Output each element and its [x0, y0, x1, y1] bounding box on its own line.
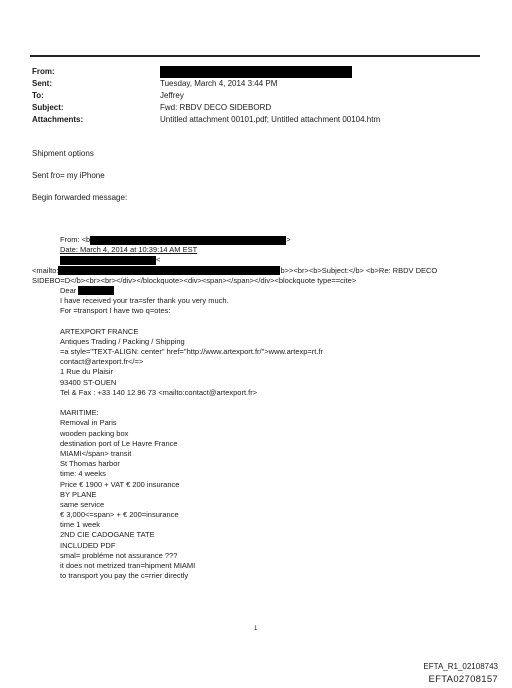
fwd-date-line: Date: March 4, 2014 at 10:39:14 AM EST: [60, 245, 198, 255]
subject-value: Fwd: RBDV DECO SIDEBORD: [160, 103, 272, 112]
header-rule: [30, 55, 480, 57]
fwd-text-line: time: 4 weeks: [60, 469, 106, 479]
subject-label: Subject:: [32, 103, 64, 112]
fwd-text-line: Price € 1900 + VAT € 200 insurance: [60, 479, 180, 489]
footer-reference-1: EFTA_R1_02108743: [423, 662, 498, 671]
attachments-value: Untitled attachment 00101.pdf; Untitled attachment 00104.htm: [160, 115, 381, 124]
fwd-text-line: ARTEXPORT FRANCE: [60, 326, 139, 336]
body-line-sent-from: Sent fro= my iPhone: [32, 171, 105, 180]
sent-value: Tuesday, March 4, 2014 3:44 PM: [160, 79, 278, 88]
redaction-box: [58, 266, 280, 275]
fwd-text-line: Tel & Fax : +33 140 12 96 73 <mailto:contact@artexport.fr>: [60, 387, 258, 397]
fwd-text-line: 2ND CIE CADOGANE TATE: [60, 530, 155, 540]
fwd-text-line: € 3,000<=span> + € 200=insurance: [60, 510, 179, 520]
forwarded-message: [32, 235, 500, 581]
fwd-mailto-line: <mailto: b>><br><b>Subject:</b> <b>Re: RBDV DECO: [32, 265, 438, 275]
body-line-begin-forwarded: Begin forwarded message:: [32, 193, 128, 202]
fwd-text-line: MIAMI</span> transit: [60, 448, 132, 458]
from-label: From:: [32, 67, 55, 76]
fwd-text-line: contact@artexport.fr</=>: [60, 357, 144, 367]
fwd-text-line: I have received your tra=sfer thank you very much.: [60, 296, 229, 306]
fwd-text-line: wooden packing box: [60, 428, 129, 438]
redaction-box: [160, 66, 352, 78]
fwd-sidebo-line: SIDEBO=D</b><br><br></div></blockquote><div><span></span></div><blockquote type==cite>: [32, 275, 357, 285]
fwd-text-line: BY PLANE: [60, 489, 97, 499]
to-value: Jeffrey: [160, 91, 184, 100]
fwd-text-line: For =transport I have two q=otes:: [60, 306, 171, 316]
fwd-text-line: smal= probléme not assurance ???: [60, 550, 178, 560]
fwd-text-line: it does not metrized tran=hipment MIAMI: [60, 561, 196, 570]
fwd-text-line: same service: [60, 499, 105, 509]
sent-label: Sent:: [32, 79, 52, 88]
fwd-text-line: =a style="TEXT-ALIGN: center" href="http://www.artexport.fr/">www.artexp=rt.fr: [60, 347, 324, 357]
fwd-text-line: 1 Rue du Plaisir: [60, 367, 113, 377]
redaction-box: [60, 256, 156, 265]
fwd-text-line: time 1 week: [60, 520, 101, 530]
redaction-box: [90, 236, 286, 245]
to-label: To:: [32, 91, 44, 100]
redaction-box: [78, 286, 114, 295]
fwd-from-line: From: <b >: [60, 235, 291, 244]
attachments-label: Attachments:: [32, 115, 84, 124]
body-line-shipment: Shipment options: [32, 149, 94, 158]
fwd-to-line: <: [60, 255, 500, 265]
fwd-text-line: INCLUDED PDF: [60, 540, 116, 550]
fwd-text-line: destination port of Le Havre France: [60, 438, 178, 448]
fwd-text-line: Antiques Trading / Packing / Shipping: [60, 336, 185, 346]
footer-reference-2: EFTA02708157: [428, 674, 498, 685]
fwd-text-line: to transport you pay the c=rrier directly: [60, 571, 189, 581]
fwd-text-line: Removal in Paris: [60, 418, 117, 428]
fwd-text-line: St Thomas harbor: [60, 459, 120, 469]
fwd-text-line: MARITIME:: [60, 408, 99, 418]
page-number: 1: [254, 626, 258, 632]
from-value: [160, 66, 352, 78]
fwd-dear-line: Dear: [60, 286, 500, 296]
fwd-text-line: 93400 ST-OUEN: [60, 377, 117, 387]
